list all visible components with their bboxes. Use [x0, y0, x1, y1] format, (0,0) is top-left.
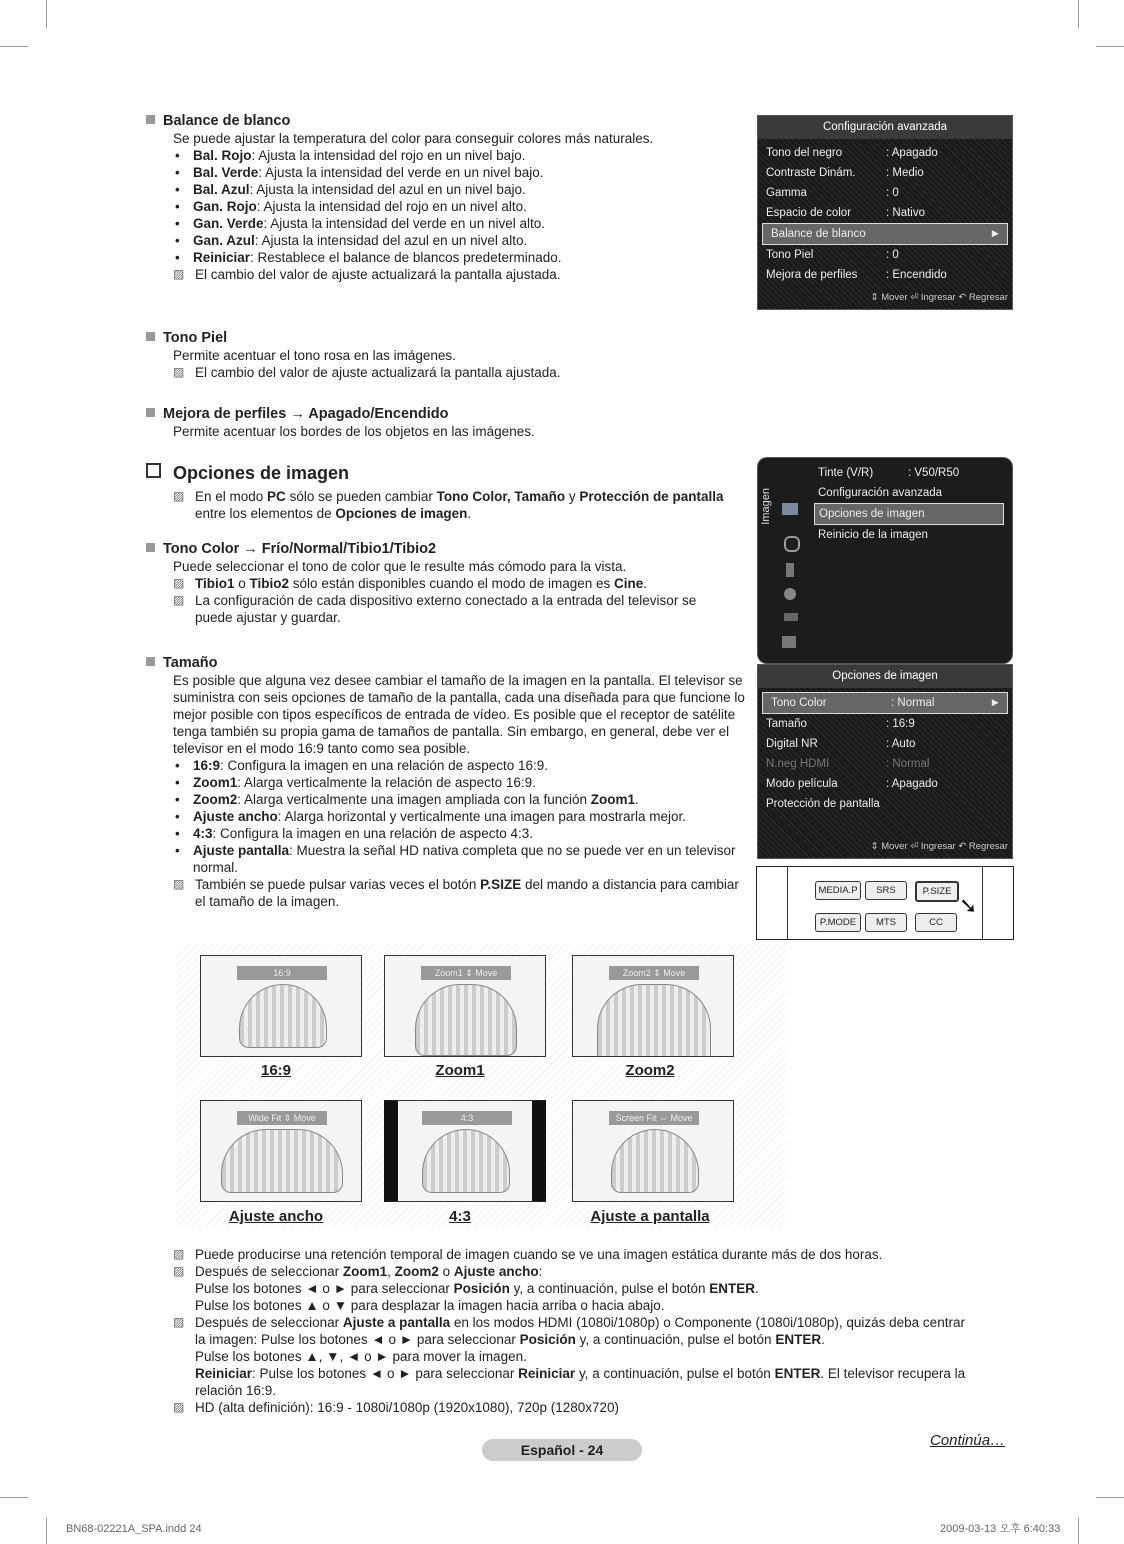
thumbnail-caption: 16:9	[260, 1062, 292, 1079]
osd-row[interactable]: Modo película : Apagado	[766, 778, 938, 790]
list-item: • 16:9: Configura la imagen en una relación de aspecto 16:9.	[173, 757, 746, 774]
section-title: Mejora de perfiles → Apagado/Encendido	[163, 406, 449, 422]
note: ▨ HD (alta definición): 16:9 - 1080i/1080p (1920x1080), 720p (1280x720)	[173, 1399, 973, 1416]
list-item: • Reiniciar: Restablece el balance de blancos predeterminado.	[173, 249, 726, 266]
osd-row[interactable]: Tamaño : 16:9	[766, 718, 915, 730]
osd-title: Configuración avanzada	[758, 116, 1012, 139]
osd-title: Opciones de imagen	[758, 665, 1012, 688]
balloon-image	[221, 1129, 343, 1193]
continua-link: Continúa…	[930, 1432, 1006, 1449]
osd-row[interactable]: Mejora de perfiles : Encendido	[766, 269, 947, 281]
crop-mark	[46, 1518, 47, 1544]
list-item: • Ajuste pantalla: Muestra la señal HD nativa completa que no se puede ver en un televisor normal.	[173, 842, 746, 876]
balance-list	[173, 147, 726, 266]
note: ▨ La configuración de cada dispositivo externo conectado a la entrada del televisor se puede ajustar y guardar.	[173, 592, 736, 626]
cc-button[interactable]: CC	[915, 913, 957, 932]
osd-row-selected[interactable]: Balance de blanco ►	[762, 223, 1008, 245]
page-heading: Opciones de imagen	[146, 463, 736, 482]
thumbnail-ajuste-ancho: Wide Fit ⇕ Move	[200, 1100, 362, 1202]
crop-mark	[46, 0, 47, 28]
thumbnail-4-3: 4:3	[384, 1100, 546, 1202]
section-opciones	[146, 463, 736, 522]
setup-icon	[784, 588, 796, 600]
section-balance	[146, 113, 726, 283]
balloon-image	[611, 1129, 699, 1193]
note: ▨ Después de seleccionar Zoom1, Zoom2 o Ajuste ancho: Pulse los botones ◄ o ► para seleccionar Posición y, a continuación, pulse el botón ENTER. Pulse los botones ▲ o ▼ para desplazar la imagen hacia arriba o hacia abajo.	[173, 1263, 973, 1314]
thumbnail-zoom2: Zoom2 ⇕ Move	[572, 955, 734, 1057]
osd-row-selected[interactable]: Tono Color : Normal ►	[762, 692, 1008, 714]
crop-mark	[0, 46, 28, 47]
section-mejora	[146, 406, 726, 440]
osd-row[interactable]: Tono Piel : 0	[766, 249, 899, 261]
osd-row[interactable]: Reinicio de la imagen	[818, 529, 928, 541]
section-title: Tono Piel	[163, 330, 228, 346]
list-item: • Bal. Azul: Ajusta la intensidad del azul en un nivel bajo.	[173, 181, 726, 198]
remote-illustration	[756, 866, 1014, 940]
p-mode-button[interactable]: P.MODE	[815, 913, 861, 932]
sound-icon	[784, 536, 800, 552]
osd-configuracion-avanzada	[757, 115, 1013, 310]
osd-row[interactable]: Tinte (V/R) : V50/R50	[818, 467, 960, 479]
crop-mark	[1078, 1518, 1079, 1544]
list-item: • Gan. Verde: Ajusta la intensidad del verde en un nivel alto.	[173, 215, 726, 232]
osd-row[interactable]: Gamma : 0	[766, 187, 899, 199]
app-icon	[782, 636, 796, 648]
osd-row-disabled: N.neg HDMI : Normal	[766, 758, 930, 770]
note: ▨ Puede producirse una retención temporal de imagen cuando se ve una imagen estática durante más de dos horas.	[173, 1246, 973, 1263]
body-text: Permite acentuar los bordes de los objetos en las imágenes.	[173, 424, 535, 439]
list-item: • Gan. Rojo: Ajusta la intensidad del rojo en un nivel alto.	[173, 198, 726, 215]
thumbnail-caption: Ajuste ancho	[228, 1208, 324, 1225]
crop-mark	[1096, 1497, 1124, 1498]
p-size-button[interactable]: P.SIZE	[915, 881, 959, 902]
crop-mark	[0, 1497, 28, 1498]
osd-footer: ⇕ Mover ⏎ Ingresar ↶ Regresar	[870, 841, 1008, 852]
print-date: 2009-03-13 오후 6:40:33	[940, 1523, 1061, 1535]
section-title: Balance de blanco	[146, 113, 726, 130]
page-number: Español - 24	[482, 1439, 642, 1461]
note: ▨ También se puede pulsar varias veces el botón P.SIZE del mando a distancia para cambiar el tamaño de la imagen.	[173, 876, 746, 910]
thumbnail-16-9: 16:9	[200, 955, 362, 1057]
mts-button[interactable]: MTS	[865, 913, 907, 932]
thumbnail-caption: Zoom1	[435, 1062, 485, 1079]
size-list	[173, 757, 746, 876]
osd-row[interactable]: Espacio de color : Nativo	[766, 207, 925, 219]
file-name: BN68-02221A_SPA.indd 24	[66, 1523, 202, 1535]
note: ▨ En el modo PC sólo se pueden cambiar Tono Color, Tamaño y Protección de pantalla entre los elementos de Opciones de imagen.	[173, 488, 736, 522]
osd-row[interactable]: Contraste Dinám. : Medio	[766, 167, 924, 179]
note: ▨ El cambio del valor de ajuste actualizará la pantalla ajustada.	[173, 266, 726, 283]
thumbnail-caption: 4:3	[449, 1208, 471, 1225]
osd-imagen-menu	[757, 457, 1013, 664]
body-text: Puede seleccionar el tono de color que le resulte más cómodo para la vista.	[173, 559, 627, 574]
body-text: Permite acentuar el tono rosa en las imágenes.	[173, 348, 456, 363]
osd-row[interactable]: Digital NR : Auto	[766, 738, 916, 750]
list-item: • Bal. Verde: Ajusta la intensidad del verde en un nivel bajo.	[173, 164, 726, 181]
bottom-notes	[173, 1246, 973, 1416]
note: ▨ El cambio del valor de ajuste actualizará la pantalla ajustada.	[173, 364, 726, 381]
section-tamano	[146, 655, 746, 910]
balloon-image	[422, 1129, 510, 1193]
section-tono-color	[146, 541, 736, 626]
note: ▨ Tibio1 o Tibio2 sólo están disponibles cuando el modo de imagen es Cine.	[173, 575, 736, 592]
section-title: Tono Color → Frío/Normal/Tibio1/Tibio2	[163, 541, 437, 557]
thumbnail-zoom1: Zoom1 ⇕ Move	[384, 955, 546, 1057]
list-item: • Ajuste ancho: Alarga horizontal y verticalmente una imagen para mostrarla mejor.	[173, 808, 746, 825]
channel-icon	[786, 563, 794, 577]
list-item: • 4:3: Configura la imagen en una relación de aspecto 4:3.	[173, 825, 746, 842]
section-title: Tamaño	[163, 655, 218, 671]
crop-mark	[1078, 0, 1079, 28]
osd-row[interactable]: Tono del negro : Apagado	[766, 147, 938, 159]
srs-button[interactable]: SRS	[865, 881, 907, 900]
side-label: Imagen	[760, 488, 772, 525]
input-icon	[784, 613, 798, 621]
osd-row[interactable]: Configuración avanzada	[818, 487, 943, 499]
list-item: • Bal. Rojo: Ajusta la intensidad del rojo en un nivel bajo.	[173, 147, 726, 164]
osd-row-selected[interactable]: Opciones de imagen	[814, 503, 1004, 525]
balloon-image	[597, 984, 711, 1057]
osd-row[interactable]: Protección de pantalla	[766, 798, 880, 810]
note: ▨ Después de seleccionar Ajuste a pantalla en los modos HDMI (1080i/1080p) o Componente (1080i/1080p), quizás deba centrar la imagen: Pulse los botones ◄ o ► para seleccionar Posición y, a continuación, pulse el botón ENTER. Pulse los botones ▲, ▼, ◄ o ► para mover la imagen. Reiniciar: Pulse los botones ◄ o ► para seleccionar Reiniciar y, a continuación, pulse el botón ENTER. El televisor recupera la relación 16:9.	[173, 1314, 973, 1399]
picture-icon	[782, 503, 798, 515]
balloon-image	[415, 984, 517, 1056]
list-item: • Zoom2: Alarga verticalmente una imagen ampliada con la función Zoom1.	[173, 791, 746, 808]
thumbnail-ajuste-pantalla: Screen Fit ⇔ Move	[572, 1100, 734, 1202]
thumbnail-caption: Ajuste a pantalla	[590, 1208, 710, 1225]
list-item: • Gan. Azul: Ajusta la intensidad del azul en un nivel alto.	[173, 232, 726, 249]
body-text: Es posible que alguna vez desee cambiar el tamaño de la imagen en la pantalla. El televisor se suministra con seis opciones de tamaño de la pantalla, cada una diseñada para que funcione lo mejor posible con tipos específicos de entrada de vídeo. Es posible que el receptor de satélite tenga también su propia gama de tamaños de pantalla. Sin embargo, en general, debe ver el televisor en el modo 16:9 tanto como sea posible.	[173, 673, 745, 756]
section-tono-piel	[146, 330, 726, 381]
list-item: • Zoom1: Alarga verticalmente la relación de aspecto 16:9.	[173, 774, 746, 791]
osd-opciones-imagen	[757, 664, 1013, 859]
balloon-image	[239, 984, 327, 1048]
osd-footer: ⇕ Mover ⏎ Ingresar ↶ Regresar	[870, 292, 1008, 303]
media-p-button[interactable]: MEDIA.P	[815, 881, 861, 900]
intro-text: Se puede ajustar la temperatura del color para conseguir colores más naturales.	[173, 131, 654, 146]
crop-mark	[1096, 46, 1124, 47]
thumbnail-caption: Zoom2	[625, 1062, 675, 1079]
pointer-arrow-icon: ➘	[959, 893, 978, 918]
